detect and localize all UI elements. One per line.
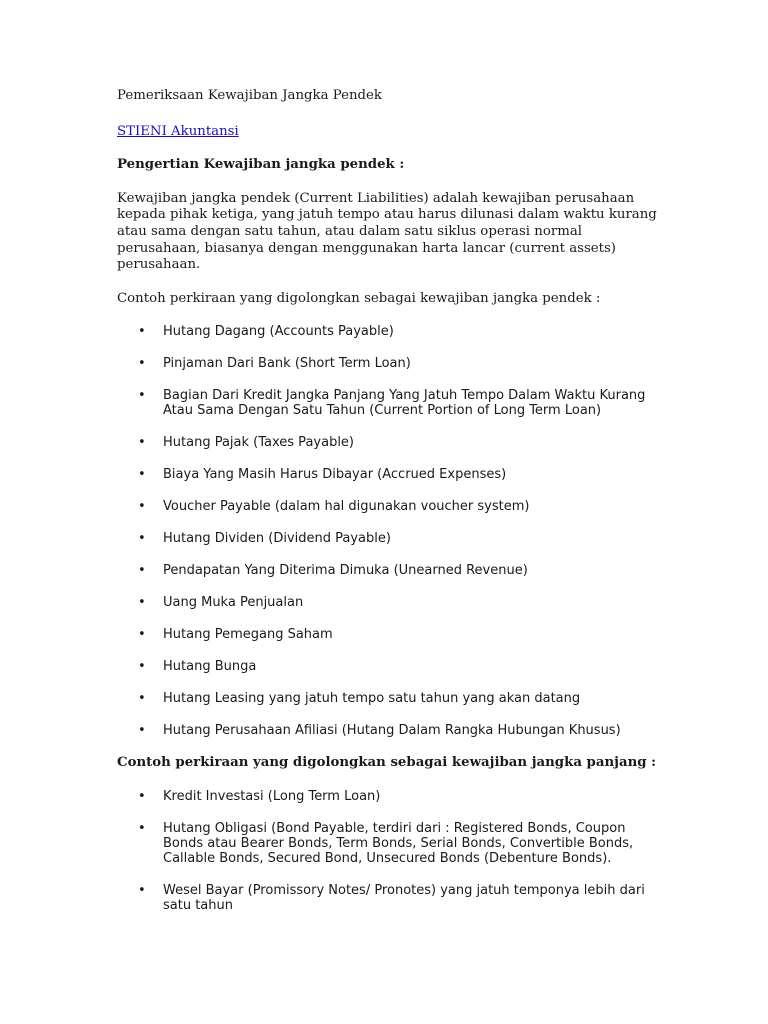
list-item: • Kredit Investasi (Long Term Loan) bbox=[138, 788, 381, 804]
stieni-akuntansi-link[interactable]: STIENI Akuntansi bbox=[117, 123, 239, 139]
list-item: • Voucher Payable (dalam hal digunakan voucher system) bbox=[138, 499, 530, 515]
list-item: • Hutang Dagang (Accounts Payable) bbox=[138, 324, 394, 340]
bullet-icon: • bbox=[138, 563, 146, 579]
bullet-icon: • bbox=[138, 435, 146, 451]
definition-heading: Pengertian Kewajiban jangka pendek : bbox=[117, 157, 405, 173]
bullet-icon: • bbox=[138, 499, 146, 515]
list-item: • Biaya Yang Masih Harus Dibayar (Accrued Expenses) bbox=[138, 467, 507, 483]
bullet-icon: • bbox=[138, 691, 146, 707]
list-item: • Hutang Obligasi (Bond Payable, terdiri dari : Registered Bonds, Coupon Bonds atau Bearer Bonds, Term Bonds, Serial Bonds, Convertible Bonds, Callable Bonds, Secured Bond, Unsecured Bonds (Debenture Bonds). bbox=[138, 820, 634, 866]
list-item: • Hutang Perusahaan Afiliasi (Hutang Dalam Rangka Hubungan Khusus) bbox=[138, 723, 621, 739]
document-page bbox=[117, 88, 657, 930]
bullet-icon: • bbox=[138, 627, 146, 643]
definition-paragraph: Kewajiban jangka pendek (Current Liabilities) adalah kewajiban perusahaan kepada pihak ketiga, yang jatuh tempo atau harus dilunasi dalam waktu kurang atau sama dengan satu tahun, atau dalam satu siklus operasi normal perusahaan, biasanya dengan menggunakan harta lancar (current assets) perusahaan. bbox=[117, 190, 657, 273]
list-item: • Hutang Leasing yang jatuh tempo satu tahun yang akan datang bbox=[138, 691, 581, 707]
bullet-icon: • bbox=[138, 820, 146, 836]
bullet-icon: • bbox=[138, 659, 146, 675]
document-title: Pemeriksaan Kewajiban Jangka Pendek bbox=[117, 88, 382, 103]
bullet-icon: • bbox=[138, 723, 146, 739]
bullet-icon: • bbox=[138, 531, 146, 547]
list-item: • Pinjaman Dari Bank (Short Term Loan) bbox=[138, 356, 411, 372]
bullet-icon: • bbox=[138, 356, 146, 372]
bullet-icon: • bbox=[138, 788, 146, 804]
bullet-icon: • bbox=[138, 595, 146, 611]
bullet-icon: • bbox=[138, 467, 146, 483]
long-term-heading: Contoh perkiraan yang digolongkan sebagai kewajiban jangka panjang : bbox=[117, 755, 657, 771]
list-item: • Hutang Bunga bbox=[138, 659, 257, 675]
bullet-icon: • bbox=[138, 882, 146, 898]
short-term-intro: Contoh perkiraan yang digolongkan sebagai kewajiban jangka pendek : bbox=[117, 290, 601, 306]
list-item: • Hutang Pajak (Taxes Payable) bbox=[138, 435, 355, 451]
list-item: • Hutang Pemegang Saham bbox=[138, 627, 333, 643]
list-item: • Uang Muka Penjualan bbox=[138, 595, 304, 611]
list-item: • Hutang Dividen (Dividend Payable) bbox=[138, 531, 391, 547]
list-item: • Pendapatan Yang Diterima Dimuka (Unearned Revenue) bbox=[138, 563, 528, 579]
list-item: • Bagian Dari Kredit Jangka Panjang Yang Jatuh Tempo Dalam Waktu Kurang Atau Sama Dengan Satu Tahun (Current Portion of Long Term Loan) bbox=[138, 388, 646, 419]
short-term-list bbox=[117, 324, 657, 738]
long-term-list bbox=[117, 789, 657, 913]
list-item: • Wesel Bayar (Promissory Notes/ Pronotes) yang jatuh temponya lebih dari satu tahun bbox=[138, 882, 645, 913]
bullet-icon: • bbox=[138, 388, 146, 404]
bullet-icon: • bbox=[138, 324, 146, 340]
